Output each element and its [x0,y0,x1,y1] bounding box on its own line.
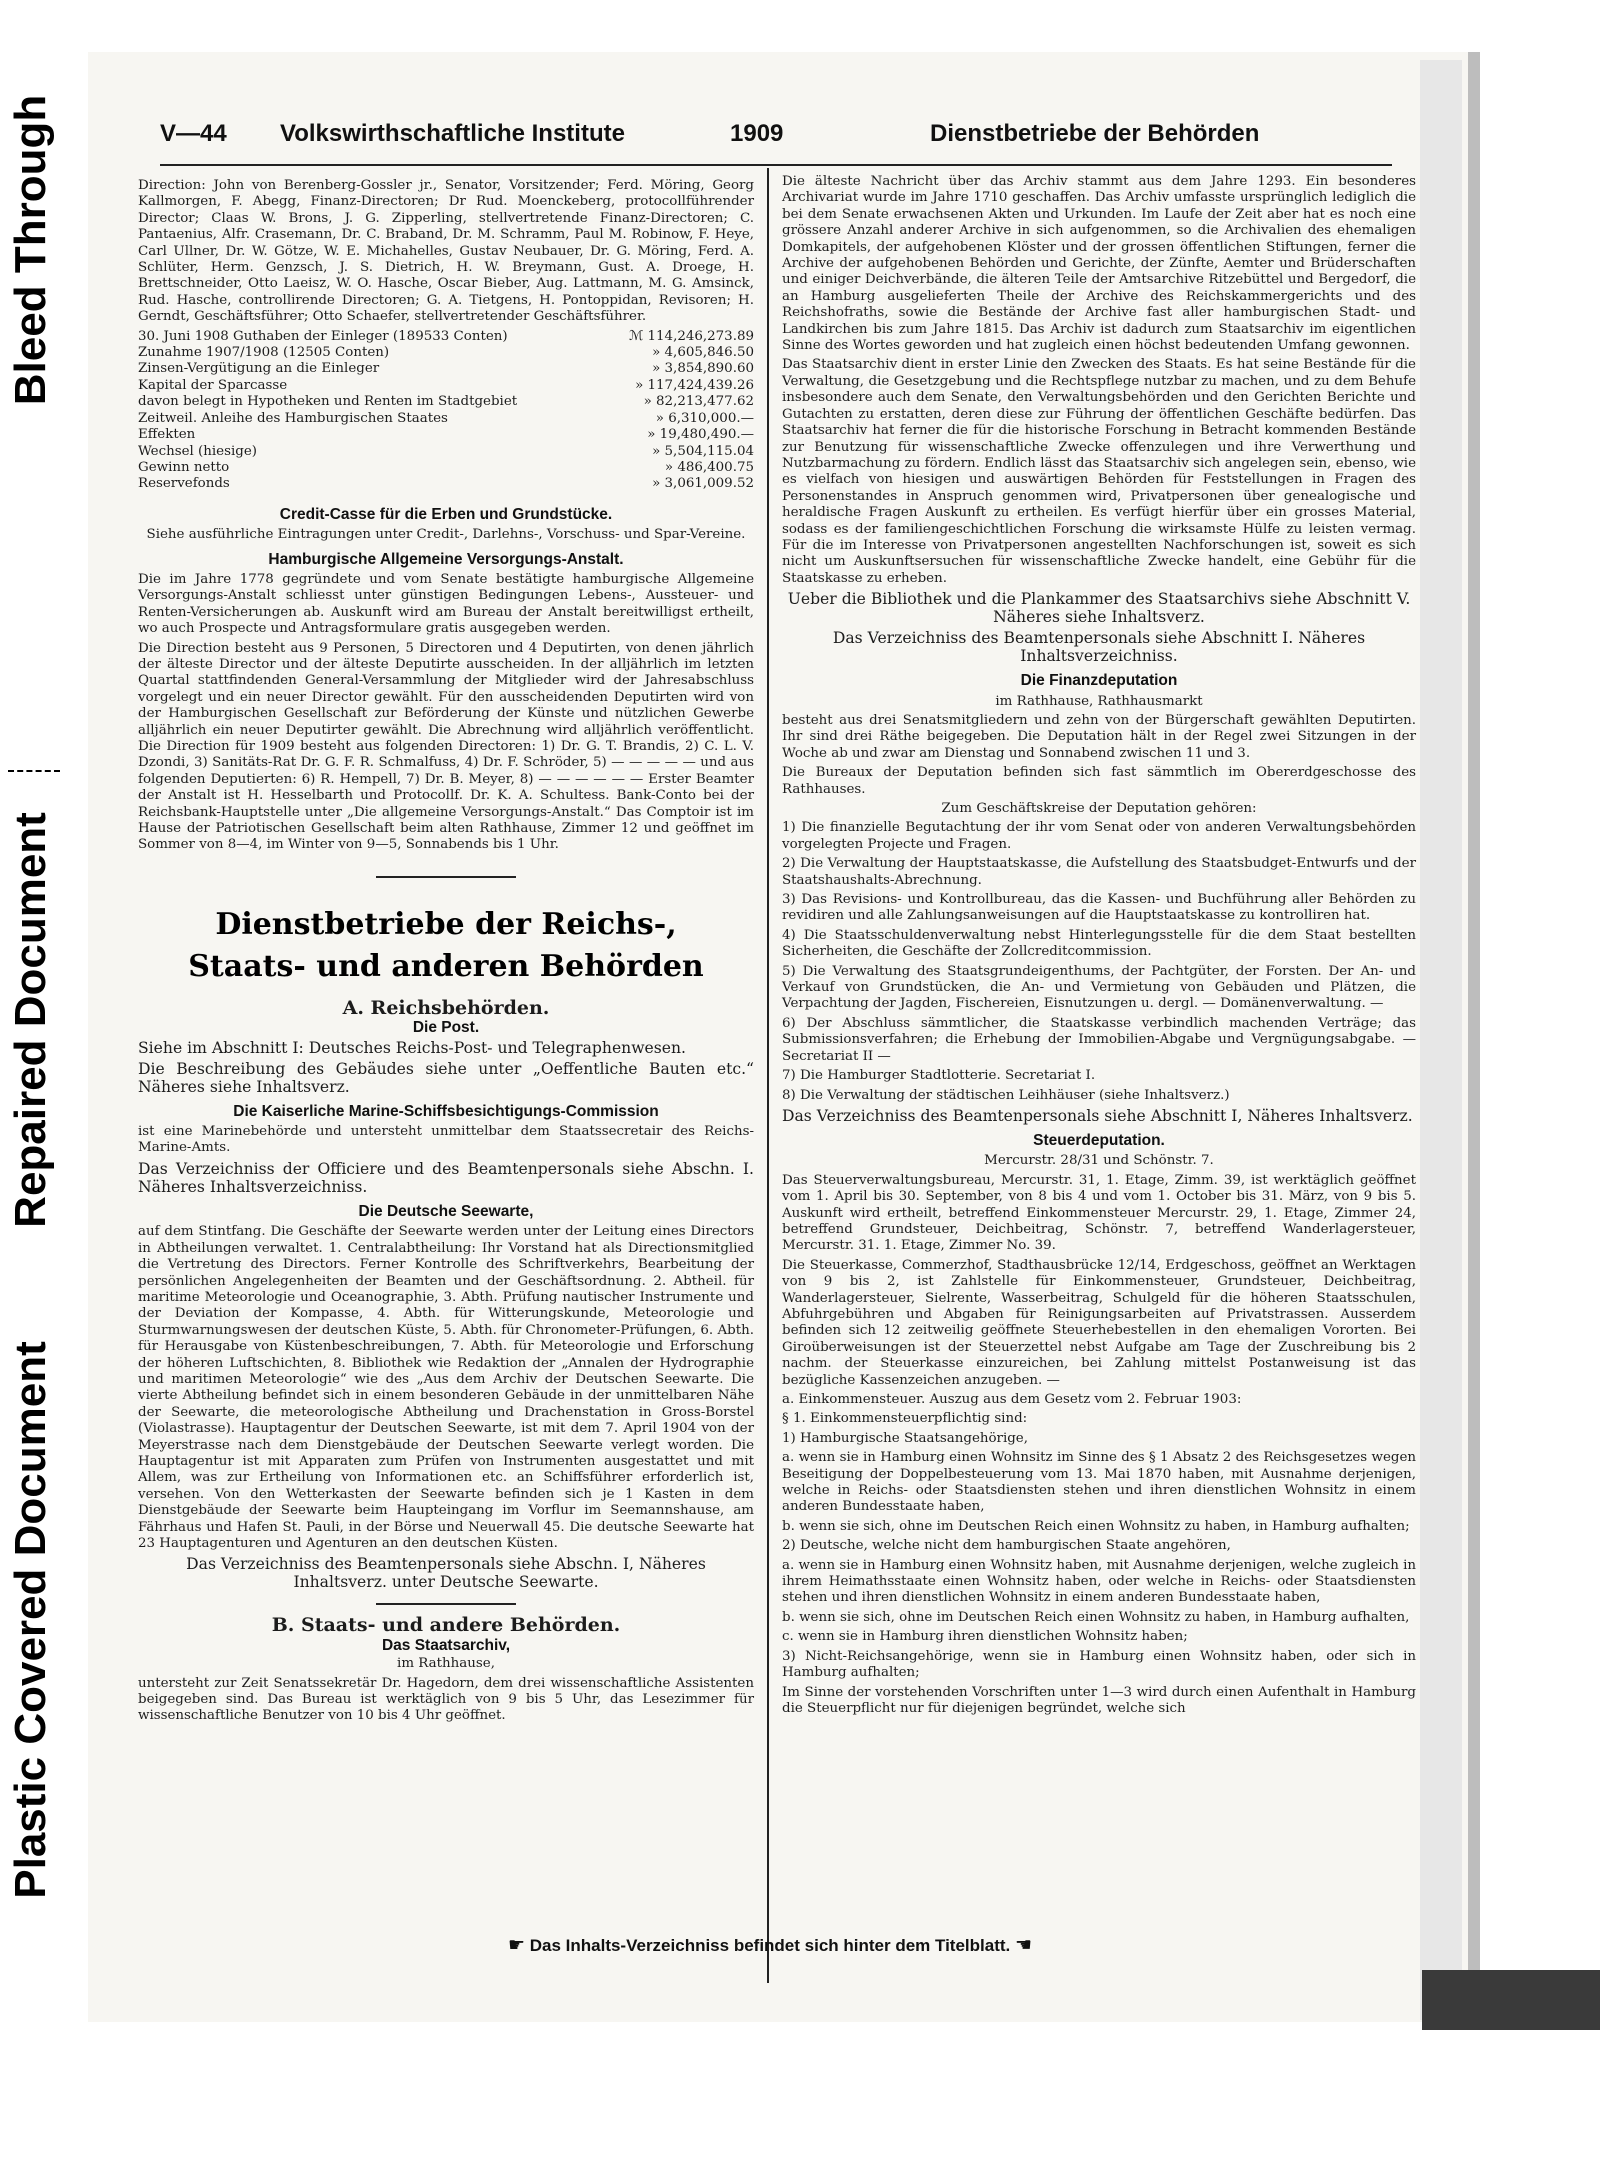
tax-clause: 2) Deutsche, welche nicht dem hamburgischen Staate angehören, [782,1538,1231,1554]
tax-clause: a. wenn sie in Hamburg einen Wohnsitz im Sinne des § 1 Absatz 2 des Reichsgesetzes wegen Beseitigung der Doppelbesteuerung vom 13. Mai 1870 haben, mit Ausnahme derjenigen, welche in Reichs- oder Staatsdiensten stehen und ihren dienstlichen Wohnsitz in einem anderen Bundesstaate haben, [782,1450,1416,1515]
finanzdeputation-item: 3) Das Revisions- und Kontrollbureau, das die Kassen- und Buchführung aller Behörden zu revidiren und alle Zahlungsanweisungen auf die Hauptstaatskasse zu kontrolliren hat. [782,892,1416,924]
steuerbureau-paragraph: Das Steuerverwaltungsbureau, Mercurstr. 31, 1. Etage, Zimm. 39, ist werktäglich geöffnet vom 1. April bis 30. September, von 8 bis 4 und vom 1. October bis 31. März, von 9 bis 5. Auskunft wird ertheilt, betreffend Einkommensteuer Mercurstr. 29, 1. Etage, Zimmer 24, betreffend Grundsteuer, Deichbeitrag, Schönstr. 7, betreffend Wanderlagersteuer, Mercurstr. 31. 1. Etage, Zimmer No. 39. [782,1172,1416,1254]
tax-clause: c. wenn sie in Hamburg ihren dienstlichen Wohnsitz haben; [782,1629,1188,1645]
staatsarchiv-heading: Das Staatsarchiv, [381,1636,511,1654]
seewarte-heading: Die Deutsche Seewarte, [358,1202,534,1220]
finanzdeputation-item: 1) Die finanzielle Begutachtung der ihr vom Senat oder von anderen Verwaltungsbehörden vorgelegten Projecte und Fragen. [782,820,1416,852]
scan-label-band [0,0,62,2177]
page-edge [1468,52,1480,2022]
section-rule [376,876,516,878]
finanzdeputation-item: 8) Die Verwaltung der städtischen Leihhäuser (siehe Inhaltsverz.) [782,1087,1230,1103]
finance-row: Zeitweil. Anleihe des Hamburgischen Staates » 6,310,000.— [138,410,754,426]
staatsarchiv-location: im Rathhause, [397,1656,495,1672]
finanzdeputation-item: 6) Der Abschluss sämmtlicher, die Staatskasse verbindlich machenden Verträge; das Submissionsverfahren; die Erhebung der Immobilien-Abgabe und Vergnügungsabgabe. — Secretariat II — [782,1015,1416,1064]
finanzdeputation-item: 4) Die Staatsschuldenverwaltung nebst Hinterlegungsstelle für die dem Staat bestellten Sicherheiten, die Geschäfte der Zollcreditcommission. [782,927,1416,960]
finanzdeputation-item: 7) Die Hamburger Stadtlotterie. Secretariat I. [782,1068,1096,1084]
finanzdeputation-item: 5) Die Verwaltung des Staatsgrundeigenthums, der Pachtgüter, der Forsten. Der An- und Verkauf von Grundstücken, die An- und Vermietung von Gebäuden und Plätzen, die Verpachtung der Jagden, Fischereien, Eisnutzungen u. dergl. — Domänenverwaltung. — [782,963,1416,1012]
paragraph-1-heading: § 1. Einkommensteuerpflichtig sind: [782,1411,1028,1427]
page-number: V—44 [160,120,227,147]
finance-row: Gewinn netto » 486,400.75 [138,459,754,475]
scan-dark-corner [1422,1970,1600,2030]
finanzdeputation-subheading: Zum Geschäftskreise der Deputation gehören: [941,801,1257,816]
tax-clause: a. wenn sie in Hamburg einen Wohnsitz haben, mit Ausnahme derjenigen, welche zugleich in ihrem Heimathsstaate einen Wohnsitz haben, oder welche in Reichs- oder Staatsdiensten stehen und ihren dienstlichen Wohnsitz in einem anderen Bundesstaate haben, [782,1557,1416,1606]
page-header [160,120,1392,154]
credit-casse-text: Siehe ausführliche Eintragungen unter Credit-, Darlehns-, Vorschuss- und Spar-Vereine. [146,527,746,543]
finance-row: 30. Juni 1908 Guthaben der Einleger (189533 Conten) ℳ 114,246,273.89 [138,328,754,344]
seewarte-paragraph: auf dem Stintfang. Die Geschäfte der Seewarte werden unter der Leitung eines Directors in Abtheilungen verwaltet. 1. Centralabtheilung: Ihr Vorstand hat als Directionsmitglied die Vertretung des Directors. Ferner Kontrolle des Schriftverkehrs, Bearbeitung der persönlichen Angelegenheiten der Beamten und der Geschäftsordnung. 2. Abtheil. für maritime Meteorologie und Oceanographie, 3. Abth. Prüfung nautischer Instrumente und der Deviation der Kompasse, 4. Abth. für Witterungskunde, Meteorologie und Sturmwarnungswesen der deutschen Küste, 5. Abth. für Chronometer-Prüfungen, 6. Abth. für Herausgabe von Küstenbeschreibungen, 7. Abth. für Meteorologie und Erforschung der höheren Luftschichten, 8. Bibliothek wie Redaktion der „Annalen der Hydrographie und maritimen Meteorologie“ wie des „Aus dem Archiv der Deutschen Seewarte. Die vierte Abtheilung befindet sich in einem besonderen Gebäude in der unmittelbaren Nähe der Seewarte, die meteorologische Abtheilung und Drachenstation in Gross-Borstel (Violastrasse). Hauptagentur der Deutschen Seewarte, ist mit dem 7. April 1904 von der Meyerstrasse nach dem Dienstgebäude der Deutschen Seewarte verlegt worden. Die Hauptagentur ist mit Apparaten zum Prüfen von Instrumenten ausgestattet und mit Allem, was zur Ertheilung von Informationen etc. an Schiffsführer erforderlich ist, versehen. Von den Wetterkasten der Seewarte befinden sich je 1 Kasten in dem Dienstgebäude der Seewarte beim Haupteingang im Vorflur im Seemannshause, am Fährhaus und Hafen St. Pauli, in der Börse und Neuerwall 45. Die deutsche Seewarte hat 23 Hauptagenturen und Agenturen an den deutschen Küsten. [138,1224,754,1551]
steuerdeputation-location: Mercurstr. 28/31 und Schönstr. 7. [984,1153,1214,1169]
finanzdeputation-location: im Rathhause, Rathhausmarkt [995,693,1203,709]
steuerkasse-paragraph: Die Steuerkasse, Commerzhof, Stadthausbrücke 12/14, Erdgeschoss, geöffnet an Werktagen von 9 bis 2, ist Zahlstelle für Einkommensteuer, Grundsteuer, Deichbeitrag, Wanderlagersteuer, Sielrente, Wasserbeitrag, Schulgeld für die höheren Staatsschulen, Abfuhrgebühren und Abgaben für Reinigungsarbeiten auf Privatstrassen. Ausserdem befinden sich 12 zeitweilig geöffnete Steuerhebestellen in den ehemaligen Vororten. Bei Giroüberweisungen ist der Steuerzettel nebst Aufgabe am Tage der Zuschreibung bis 2 nachm. der Steuerkasse einzureichen, bei Zahlung mittelst Postanweisung ist das bezügliche Kassenzeichen anzugeben. — [782,1257,1416,1388]
pointing-hand-icon: ☚ [1015,1935,1033,1956]
finance-row: Kapital der Sparcasse » 117,424,439.26 [138,377,754,393]
post-heading: Die Post. [412,1019,480,1037]
header-right-section: Dienstbetriebe der Behörden [930,120,1260,147]
post-line-2: Die Beschreibung des Gebäudes siehe unter „Oeffentliche Bauten etc.“ Näheres siehe Inhaltsverz. [138,1059,754,1096]
right-column [782,174,1416,1720]
post-line-1: Siehe im Abschnitt I: Deutsches Reichs-Post- und Telegraphenwesen. [138,1038,687,1057]
tax-clause: b. wenn sie sich, ohne im Deutschen Reich einen Wohnsitz zu haben, in Hamburg aufhalten; [782,1518,1410,1534]
steuerdeputation-heading: Steuerdeputation. [1033,1131,1165,1149]
reichsbehoerden-heading: A. Reichsbehörden. [342,996,550,1019]
archiv-purpose-paragraph: Das Staatsarchiv dient in erster Linie den Zwecken des Staats. Es hat seine Bestände für die Verwaltung, die Gesetzgebung und die Rechtspflege nutzbar zu machen, und zu dem Behufe insbesondere auch dem Senate, den Verwaltungsbehörden und den Gerichten Berichte und Gutachten zu erstatten, deren diese zur Führung der öffentlichen Geschäfte bedürfen. Das Staatsarchiv hat ferner die für die historische Forschung in Betracht kommenden Bestände zur Benutzung für wissenschaftliche Zwecke offenzulegen und ihre Verwerthung und Nutzbarmachung zu fördern. Endlich lässt das Staatsarchiv sich angelegen sein, ebenso, wie es vielfach von hiesigen und auswärtigen Behörden für Feststellungen in Fragen des Personenstandes in Anspruch genommen wird, Privatpersonen über genealogische und heraldische Fragen Auskunft zu ertheilen. Es verfügt hierfür über ein grosses Material, sodass es der familiengeschichtlichen Forschung die wirksamste Hülfe zu leisten vermag. Für die im Interesse von Privatpersonen angestellten Nachforschungen ist, soweit es sich nicht um Auskunftsersuchen für wissenschaftliche Zwecke handelt, eine Gebühr für die Staatskasse zu erheben. [782,357,1416,586]
marine-reference: Das Verzeichniss der Officiere und des Beamtenpersonals siehe Abschn. I. Näheres Inhaltsverzeichniss. [138,1159,754,1196]
finance-row: davon belegt in Hypotheken und Renten im Stadtgebiet » 82,213,477.62 [138,394,754,410]
tax-clause: 1) Hamburgische Staatsangehörige, [782,1430,1028,1446]
footer-text: Das Inhalts-Verzeichniss befindet sich hinter dem Titelblatt. [529,1936,1011,1955]
section-rule [376,1603,516,1605]
versorgungs-anstalt-heading: Hamburgische Allgemeine Versorgungs-Anstalt. [268,550,624,568]
finance-row: Zunahme 1907/1908 (12505 Conten) » 4,605,846.50 [138,345,754,361]
versorgungs-paragraph-2: Die Direction besteht aus 9 Personen, 5 Directoren und 4 Deputirten, von denen jährlich der älteste Director und der älteste Deputirte ausscheiden. In der alljährlich im letzten Quartal stattfindenden General-Versammlung der Mitglieder wird der Jahresabschluss vorgelegt und ein neuer Director gewählt. Für den ausscheidenden Deputirten wird von der Hamburgischen Gesellschaft zur Beförderung der Künste und nützlichen Gewerbe alljährlich ein neuer Deputirter gewählt. Die Abrechnung wird alljährlich veröffentlicht. Die Direction für 1909 besteht aus folgenden Directoren: 1) Dr. G. T. Brandis, 2) C. L. V. Dzondi, 3) Sanitäts-Rat Dr. G. F. R. Schmalfuss, 4) Dr. F. Schröder, 5) — — — — — und aus folgenden Deputierten: 6) R. Hempell, 7) Dr. B. Meyer, 8) — — — — — — Erster Beamter der Anstalt ist H. Hesselbarth und Protocollf. Dr. K. A. Schultess. Bank-Conto bei der Reichsbank-Hauptstelle unter „Die allgemeine Versorgungs-Anstalt.“ Das Comptoir ist im Hause der Patriotischen Gesellschaft beim alten Rathhause, Zimmer 12 und geöffnet im Sommer von 8—4, im Winter von 9—5, Sonnabends bis 1 Uhr. [138,640,754,853]
finanzdeputation-heading: Die Finanzdeputation [1020,672,1178,690]
pointing-hand-icon: ☛ [507,1935,525,1956]
label-plastic-covered: Plastic Covered Document [6,1341,55,1899]
einkommensteuer-heading: a. Einkommensteuer. Auszug aus dem Gesetz vom 2. Februar 1903: [782,1392,1242,1407]
tax-clause: Im Sinne der vorstehenden Vorschriften unter 1—3 wird durch einen Aufenthalt in Hamburg die Steuerpflicht nur für diejenigen begründet, welche sich [782,1684,1416,1716]
left-column [138,178,754,1728]
beamten-reference: Das Verzeichniss des Beamtenpersonals siehe Abschnitt I. Näheres Inhaltsverzeichniss. [832,629,1366,666]
finance-row: Zinsen-Vergütigung an die Einleger » 3,854,890.60 [138,361,754,377]
label-repaired-document: Repaired Document [6,812,55,1228]
credit-casse-heading: Credit-Casse für die Erben und Grundstücke. [279,505,613,523]
header-rule [160,164,1392,166]
finanzdeputation-item: 2) Die Verwaltung der Hauptstaatskasse, die Aufstellung des Staatsbudget-Entwurfs und der Staatshaushalts-Abrechnung. [782,856,1416,888]
finanzdeputation-paragraph-1: besteht aus drei Senatsmitgliedern und zehn von der Bürgerschaft gewählten Deputirten. Ihr sind drei Räthe beigegeben. Die Deputation hält in der Regel zwei Sitzungen in der Woche ab und zwar am Dienstag und Sonnabend zwischen 11 und 3. [782,712,1416,761]
page-shadow-strip [1420,60,1462,2020]
footer-notice [380,1934,1160,1957]
tax-clause: 3) Nicht-Reichsangehörige, wenn sie in Hamburg einen Wohnsitz haben, oder sich in Hamburg aufhalten; [782,1648,1416,1681]
marine-text: ist eine Marinebehörde und untersteht unmittelbar dem Staatssecretair des Reichs-Marine-Amts. [138,1124,754,1156]
finance-row: Effekten » 19,480,490.— [138,427,754,443]
staatsarchiv-text: untersteht zur Zeit Senatssekretär Dr. Hagedorn, dem drei wissenschaftliche Assistenten beigegeben sind. Das Bureau ist werktäglich von 9 bis 5 Uhr, das Lesezimmer für wissenschaftliche Benutzer von 10 bis 4 Uhr geöffnet. [138,1675,754,1724]
direction-paragraph: Direction: John von Berenberg-Gossler jr., Senator, Vorsitzender; Ferd. Möring, Georg Kallmorgen, F. Abegg, Finanz-Directoren; Dr Rud. Moenckeberg, protocollführender Director; Claas W. Brons, J. G. Zipperling, stellvertretende Finanz-Directoren; C. Pantaenius, Alfr. Crasemann, Dr. C. Braband, Dr. M. Schramm, Paul M. Robinow, F. Heye, Carl Ullner, Dr. W. Götze, W. E. Michahelles, Gustav Neubauer, Dr. G. Möring, Ferd. A. Schlüter, Herm. Genzsch, J. S. Dietrich, H. W. Breymann, Gust. A. Droege, H. Brettschneider, Otto Laeisz, W. O. Hasche, Oscar Bieber, Aug. Lattmann, M. G. Amsinck, Rud. Hasche, controllirende Directoren; G. A. Tietgens, H. Pontoppidan, Revisoren; H. Gerndt, Geschäftsführer; Otto Schaefer, stellvertretender Geschäftsführer. [138,178,754,325]
bibliothek-reference: Ueber die Bibliothek und die Plankammer des Staatsarchivs siehe Abschnitt V. Näheres siehe Inhaltsverz. [787,590,1411,627]
finanzdeputation-paragraph-2: Die Bureaux der Deputation befinden sich fast sämmtlich im Obererdgeschosse des Rathhauses. [782,765,1416,797]
main-title-line-1: Dienstbetriebe der Reichs-, [215,906,677,942]
main-title-line-2: Staats- und anderen Behörden [188,948,704,984]
finance-row: Reservefonds » 3,061,009.52 [138,476,754,492]
label-divider [8,770,60,772]
archiv-history-paragraph: Die älteste Nachricht über das Archiv stammt aus dem Jahre 1293. Ein besonderes Archivariat wurde im Jahre 1710 geschaffen. Das Archiv umfasste ursprünglich lediglich die bei dem Senate erwachsenen Akten und Urkunden. Im Laufe der Zeit aber hat es noch eine grössere Anzahl anderer Archive in sich aufgenommen, so die Archivalien des ehemaligen Domkapitels, der aufgehobenen Klöster und der grossen öffentlichen Stiftungen, ferner die Archive der aufgehobenen Behörden und Gerichte, der Zünfte, Aemter und Brüderschaften und einiger Deichverbände, die älteren Teile der Amtsarchive Ritzebüttel und Bergedorf, die an Hamburg ausgelieferten Theile der Archive des Reichskammergerichts und des Reichshofraths, sowie die Bestände der Archive fast aller hamburgischen Stadt- und Landkirchen bis zum Jahre 1815. Das Archiv ist dadurch zum Staatsarchiv im eigentlichen Sinne des Wortes geworden und hat zugleich einen höchst bedeutenden Umfang gewonnen. [782,174,1416,354]
finance-row: Wechsel (hiesige) » 5,504,115.04 [138,443,754,459]
staats-behoerden-heading: B. Staats- und andere Behörden. [271,1614,621,1637]
header-left-section: Volkswirthschaftliche Institute [280,120,625,147]
column-divider [767,168,769,1983]
header-year: 1909 [730,120,784,147]
versorgungs-paragraph-1: Die im Jahre 1778 gegründete und vom Senate bestätigte hamburgische Allgemeine Versorgungs-Anstalt schliesst unter günstigen Bedingungen Lebens-, Aussteuer- und Renten-Versicherungen ab. Auskunft wird am Bureau der Anstalt bereitwilligst ertheilt, wo auch Prospecte und Antragsformulare gratis ausgegeben werden. [138,571,754,637]
tax-clause: b. wenn sie sich, ohne im Deutschen Reich einen Wohnsitz zu haben, in Hamburg aufhalten, [782,1609,1410,1625]
label-bleed-through: Bleed Through [6,94,55,406]
marine-commission-heading: Die Kaiserliche Marine-Schiffsbesichtigungs-Commission [233,1102,659,1120]
finanzdeputation-reference: Das Verzeichniss des Beamtenpersonals siehe Abschnitt I, Näheres Inhaltsverz. [782,1106,1413,1125]
seewarte-reference: Das Verzeichniss des Beamtenpersonals siehe Abschn. I, Näheres Inhaltsverz. unter Deutsche Seewarte. [186,1555,706,1592]
finance-table [138,329,754,493]
